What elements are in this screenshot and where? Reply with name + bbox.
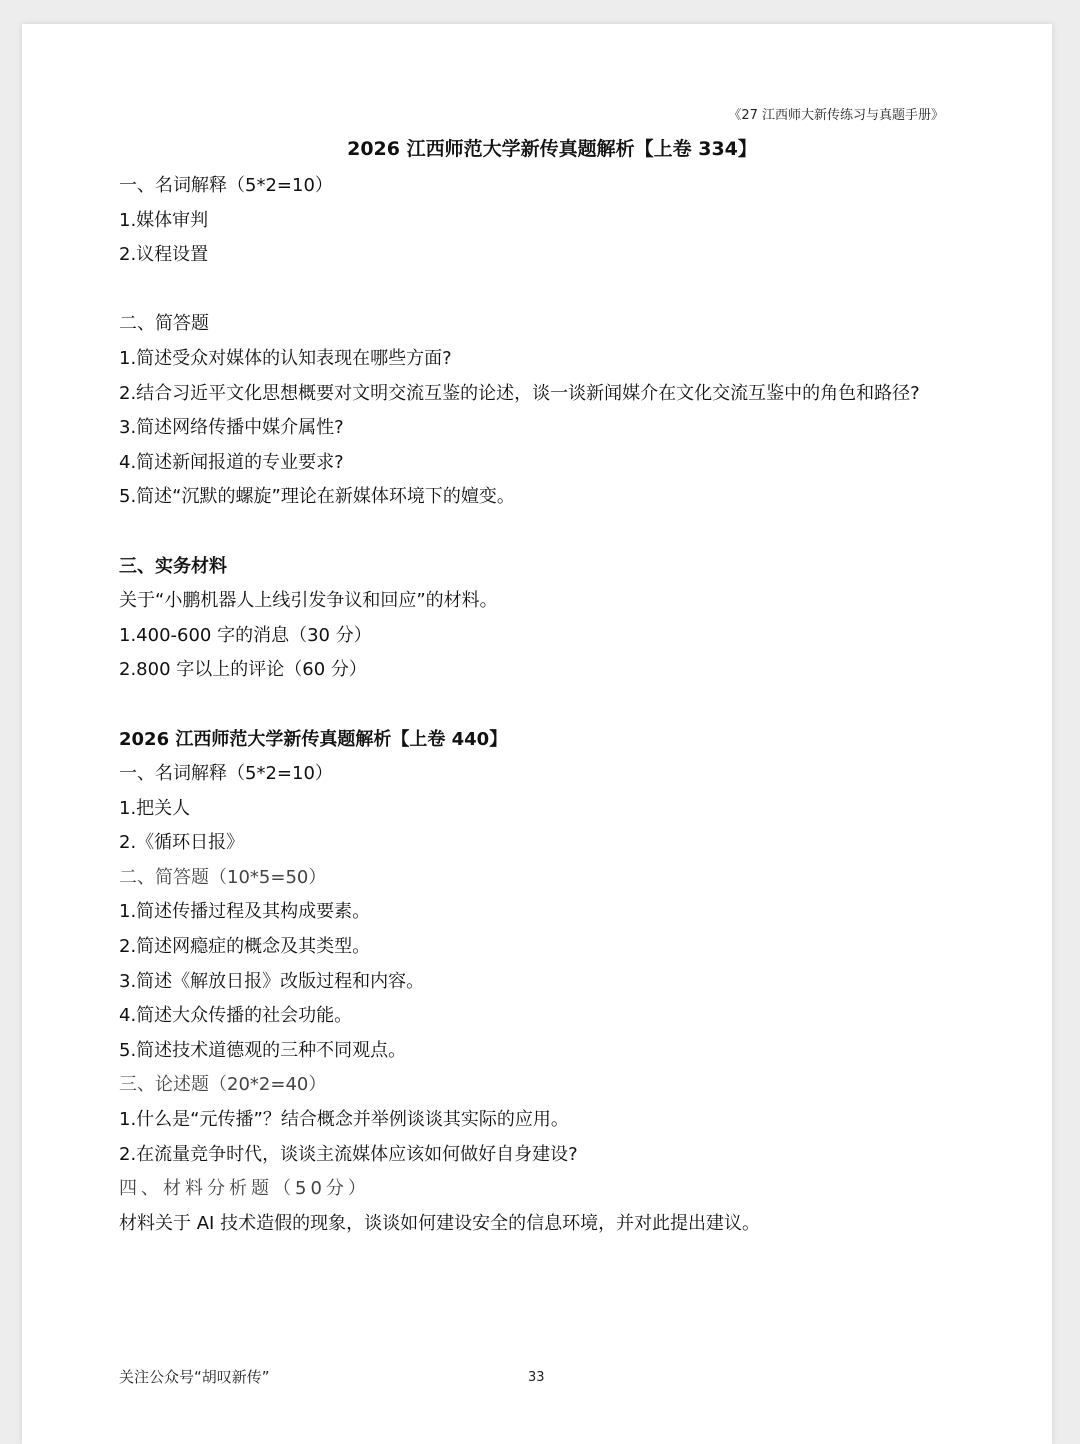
question-item: 3.简述网络传播中媒介属性? [119, 417, 344, 439]
question-item: 4.简述新闻报道的专业要求? [119, 451, 344, 473]
question-item: 1.把关人 [119, 797, 191, 819]
section-heading-essay: 三、论述题（20*2=40） [119, 1074, 327, 1096]
question-item: 2.在流量竞争时代，谈谈主流媒体应该如何做好自身建设? [119, 1143, 578, 1165]
page-number: 33 [528, 1370, 545, 1385]
question-item: 1.什么是“元传播”？结合概念并举例谈谈其实际的应用。 [119, 1109, 569, 1131]
question-item: 2.议程设置 [119, 244, 209, 266]
part2-title: 2026 江西师范大学新传真题解析【上卷 440】 [119, 728, 508, 750]
question-item: 材料关于 AI 技术造假的现象，谈谈如何建设安全的信息环境，并对此提出建议。 [119, 1212, 761, 1234]
question-item: 2.结合习近平文化思想概要对文明交流互鉴的论述，谈一谈新闻媒介在文化交流互鉴中的角色和路径? [119, 382, 920, 404]
header-note: 《27 江西师大新传练习与真题手册》 [728, 108, 944, 123]
question-item: 2.《循环日报》 [119, 832, 245, 854]
spacer [119, 515, 999, 550]
question-item: 2.800 字以上的评论（60 分） [119, 659, 367, 681]
document-title: 2026 江西师范大学新传真题解析【上卷 334】 [347, 138, 757, 160]
question-item: 3.简述《解放日报》改版过程和内容。 [119, 970, 425, 992]
spacer [119, 273, 999, 308]
section-heading-short-answer: 二、简答题 [119, 313, 209, 335]
question-item: 4.简述大众传播的社会功能。 [119, 1005, 353, 1027]
section-heading-terms: 一、名词解释（5*2=10） [119, 763, 333, 785]
section-heading-material-analysis: 四、材料分析题（50分） [119, 1178, 370, 1200]
section-heading-short-answer: 二、简答题（10*5=50） [119, 866, 327, 888]
section-heading-terms: 一、名词解释（5*2=10） [119, 175, 333, 196]
document-body [119, 169, 999, 1241]
question-item: 1.简述受众对媒体的认知表现在哪些方面? [119, 347, 452, 369]
spacer [119, 688, 999, 723]
question-item: 1.媒体审判 [119, 209, 209, 231]
question-item: 2.简述网瘾症的概念及其类型。 [119, 936, 371, 958]
document-page [22, 24, 1052, 1444]
footer-note: 关注公众号“胡叹新传” [119, 1368, 270, 1386]
question-item: 5.简述“沉默的螺旋”理论在新媒体环境下的嬗变。 [119, 486, 515, 508]
material-intro: 关于“小鹏机器人上线引发争议和回应”的材料。 [119, 590, 498, 612]
question-item: 5.简述技术道德观的三种不同观点。 [119, 1039, 407, 1061]
section-heading-practice: 三、实务材料 [119, 555, 227, 577]
question-item: 1.简述传播过程及其构成要素。 [119, 901, 371, 923]
question-item: 1.400-600 字的消息（30 分） [119, 624, 372, 646]
